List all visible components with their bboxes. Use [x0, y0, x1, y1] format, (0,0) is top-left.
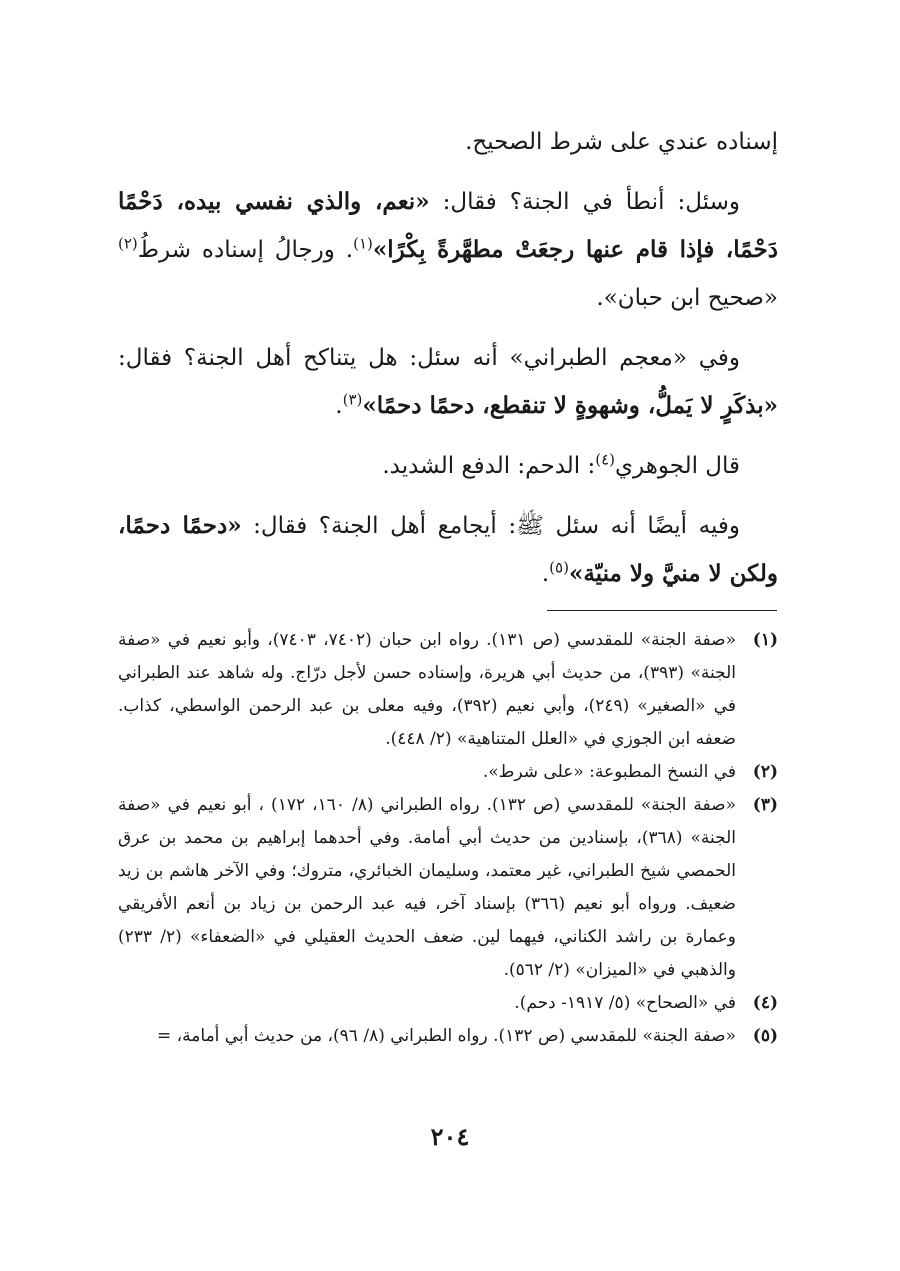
hadith-quote-2: «بذكَرٍ لا يَملُّ، وشهوةٍ لا تنقطع، دحمًا دحمًا»: [362, 392, 778, 419]
main-text: [118, 118, 778, 610]
footnote-number: (١): [752, 630, 778, 650]
paragraph-2-middle: . ورجالُ إسناده شرطُ: [137, 237, 354, 263]
footnote-number: (٣): [752, 795, 778, 815]
footnote-separator: [547, 610, 777, 611]
footnote-3: [118, 789, 778, 987]
footnote-5: [118, 1020, 778, 1053]
paragraph-2: [118, 178, 778, 322]
footnote-ref-2[interactable]: (٢): [118, 234, 138, 253]
footnote-text: في «الصحاح» (٥/ ١٩١٧- دحم).: [514, 993, 736, 1013]
paragraph-5-intro: وفيه أيضًا أنه سئل ﷺ: أيجامع أهل الجنة؟ فقال:: [241, 513, 740, 539]
paragraph-4-text: : الدحم: الدفع الشديد.: [382, 453, 596, 479]
footnote-ref-1[interactable]: (١): [353, 234, 373, 253]
footnote-number: (٤): [752, 993, 778, 1013]
footnote-4: [118, 987, 778, 1020]
footnote-text: «صفة الجنة» للمقدسي (ص ١٣٢). رواه الطبراني (٨/ ١٦٠، ١٧٢) ، أبو نعيم في «صفة الجنة» (٣٦٨)، بإسنادين من حديث أبي أمامة. وفي أحدهما إبراهيم بن محمد بن عرق الحمصي شيخ الطبراني، غير معتمد، وسليمان الخبائري، متروك؛ وفي الآخر هاشم بن زيد ضعيف. ورواه أبو نعيم (٣٦٦) بإسناد آخر، فيه عبد الرحمن بن زياد بن أنعم الأفريقي وعمارة بن راشد الكناني، فيهما لين. ضعف الحديث العقيلي في «الضعفاء» (٢/ ٢٣٣) والذهبي في «الميزان» (٢/ ٥٦٢).: [118, 795, 736, 980]
footnote-text: «صفة الجنة» للمقدسي (ص ١٣١). رواه ابن حبان (٧٤٠٢، ٧٤٠٣)، وأبو نعيم في «صفة الجنة» (٣٩٣)، من حديث أبي هريرة، وإسناده حسن لأجل درّاج. وله شاهد عند الطبراني في «الصغير» (٢٤٩)، وأبي نعيم (٣٩٢)، وفيه معلى بن عبد الرحمن الواسطي، كذاب. ضعفه ابن الجوزي في «العلل المتناهية» (٢/ ٤٤٨).: [118, 630, 737, 749]
page-number: ٢٠٤: [430, 1122, 470, 1151]
paragraph-4: [118, 442, 778, 490]
paragraph-5: [118, 502, 778, 598]
paragraph-3: [118, 334, 778, 430]
paragraph-2-end: «صحيح ابن حبان».: [596, 285, 778, 311]
footnote-number: (٢): [752, 762, 778, 782]
hadith-quote-1: «نعم، والذي نفسي بيده، دَحْمًا دَحْمًا، فإذا قام عنها رجعَتْ مطهَّرةً بِكْرًا»: [118, 188, 778, 263]
footnotes-section: [118, 624, 778, 1053]
paragraph-5-end: .: [541, 561, 550, 587]
footnote-number: (٥): [752, 1026, 778, 1046]
hadith-quote-3: «دحمًا دحمًا، ولكن لا منيَّ ولا منيّة»: [118, 512, 778, 587]
footnote-2: [118, 756, 778, 789]
paragraph-1: [118, 118, 778, 166]
paragraph-1-text: إسناده عندي على شرط الصحيح.: [465, 129, 778, 155]
footnote-text: «صفة الجنة» للمقدسي (ص ١٣٢). رواه الطبراني (٨/ ٩٦)، من حديث أبي أمامة، =: [157, 1026, 736, 1046]
paragraph-2-intro: وسئل: أنطأ في الجنة؟ فقال:: [429, 189, 740, 215]
footnote-ref-4[interactable]: (٤): [595, 450, 616, 469]
footnote-1: [118, 624, 778, 756]
footnote-ref-5[interactable]: (٥): [549, 558, 569, 577]
paragraph-3-intro: وفي «معجم الطبراني» أنه سئل: هل يتناكح أهل الجنة؟ فقال:: [118, 345, 740, 371]
footnote-text: في النسخ المطبوعة: «على شرط».: [482, 762, 736, 782]
paragraph-3-end: .: [335, 393, 343, 419]
footnote-ref-3[interactable]: (٣): [342, 390, 363, 409]
paragraph-4-intro: قال الجوهري: [615, 453, 740, 479]
